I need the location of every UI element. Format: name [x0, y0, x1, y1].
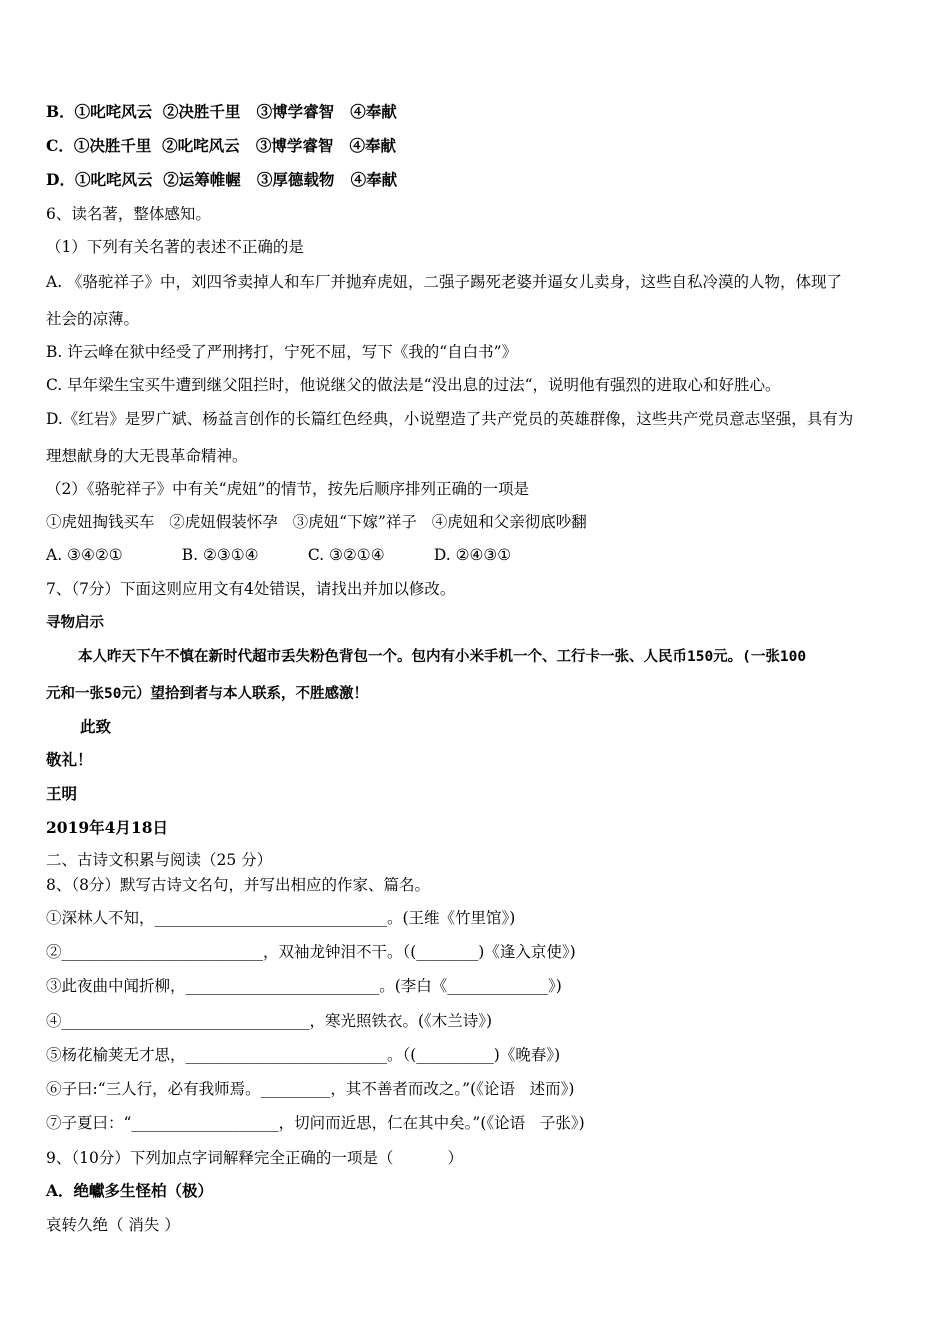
notice-date: 2019年4月18日: [46, 818, 168, 837]
q8-item-2: ②__________________________，双袖龙钟泪不干。（(________)《逢入京使》): [46, 943, 576, 961]
q6-option-d-cont: 理想献身的大无畏革命精神。: [46, 447, 248, 465]
question-6-title: 6、读名著，整体感知。: [46, 205, 211, 223]
q9-option-a-cont: 哀转久绝（ 消失 ）: [46, 1216, 180, 1234]
q6-option-b: B. 许云峰在狱中经受了严刑拷打，宁死不屈，写下《我的“自白书”》: [46, 343, 518, 361]
notice-body-cont: 元和一张50元）望拾到者与本人联系，不胜感激！: [46, 686, 368, 702]
q8-item-1: ①深林人不知，______________________________。(王维《竹里馆》): [46, 909, 516, 927]
question-7-title: 7、（7分）下面这则应用文有4处错误，请找出并加以修改。: [46, 580, 456, 598]
question-6-1: （1）下列有关名著的表述不正确的是: [46, 238, 304, 256]
option-c: C．①决胜千里 ②叱咤风云 ③博学睿智 ④奉献: [46, 136, 397, 155]
section-2-title: 二、古诗文积累与阅读（25 分）: [46, 851, 273, 869]
q8-item-3: ③此夜曲中闻折柳，_________________________。(李白《_____________》): [46, 977, 562, 995]
notice-closing-1: 此致: [80, 717, 112, 736]
notice-body: 本人昨天下午不慎在新时代超市丢失粉色背包一个。包内有小米手机一个、工行卡一张、人民币150元。(一张100: [78, 649, 807, 665]
q6-option-a: A. 《骆驼祥子》中，刘四爷卖掉人和车厂并抛弃虎妞，二强子踢死老婆并逼女儿卖身，这些自私冷漠的人物，体现了: [46, 273, 843, 291]
q8-item-5: ⑤杨花榆荚无才思，__________________________。（(__________)《晚春》): [46, 1046, 561, 1064]
q8-item-4: ④________________________________，寒光照铁衣。(《木兰诗》): [46, 1012, 493, 1030]
q8-item-6: ⑥子曰:“三人行，必有我师焉。_________，其不善者而改之。”(《论语 述而》): [46, 1080, 575, 1098]
option-d: D．①叱咤风云 ②运筹帷幄 ③厚德载物 ④奉献: [46, 170, 398, 189]
question-8-title: 8、（8分）默写古诗文名句，并写出相应的作家、篇名。: [46, 876, 430, 894]
q6-2-events: ①虎妞掏钱买车 ②虎妞假装怀孕 ③虎妞“下嫁”祥子 ④虎妞和父亲彻底吵翻: [46, 513, 587, 531]
notice-closing-2: 敬礼！: [46, 750, 93, 769]
q6-option-c: C. 早年梁生宝买牛遭到继父阻拦时，他说继父的做法是“没出息的过法“，说明他有强烈的进取心和好胜心。: [46, 376, 781, 394]
q6-option-d: D.《红岩》是罗广斌、杨益言创作的长篇红色经典，小说塑造了共产党员的英雄群像，这些共产党员意志坚强，具有为: [46, 410, 854, 428]
notice-title: 寻物启示: [46, 615, 104, 631]
q9-option-a: A．绝巘多生怪柏（极）: [46, 1181, 214, 1200]
question-6-2: （2）《骆驼祥子》中有关“虎妞”的情节，按先后顺序排列正确的一项是: [46, 480, 529, 498]
q6-2-choices: A. ③④②① B. ②③①④ C. ③②①④ D. ②④③①: [46, 546, 512, 564]
q8-item-7: ⑦子夏曰：“___________________，切问而近思，仁在其中矣。”(《论语 子张》): [46, 1114, 585, 1132]
notice-signature: 王明: [46, 784, 78, 803]
q6-option-a-cont: 社会的凉薄。: [46, 310, 140, 328]
question-9-title: 9、（10分）下列加点字词解释完全正确的一项是（ ）: [46, 1149, 464, 1167]
option-b: B．①叱咤风云 ②决胜千里 ③博学睿智 ④奉献: [46, 102, 397, 121]
